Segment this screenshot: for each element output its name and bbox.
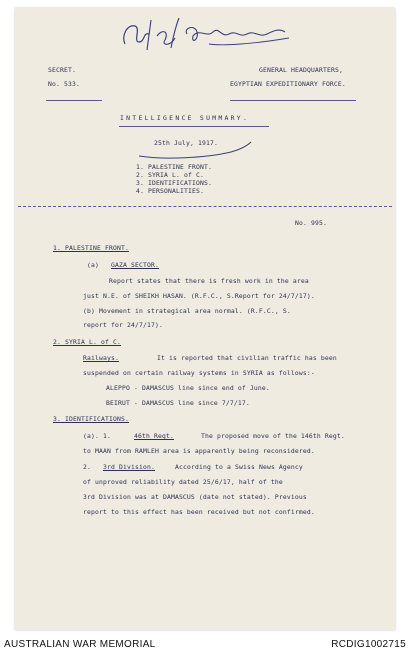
section-1-line-2: just N.E. of SHEIKH HASAN. (R.F.C., S.Report for 24/7/17).	[83, 292, 315, 300]
contents-item-3: 3. IDENTIFICATIONS.	[136, 179, 212, 187]
railways-heading: Railways.	[83, 354, 119, 362]
document-date: 25th July, 1917.	[154, 139, 218, 147]
hq-line-1: GENERAL HEADQUARTERS,	[259, 66, 343, 74]
document-number: No. 533.	[48, 80, 80, 88]
footer-item-id: RCDIG1002715	[331, 639, 406, 650]
contents-item-1: 1. PALESTINE FRONT.	[136, 163, 212, 171]
contents-item-4: 4. PERSONALITIES.	[136, 187, 204, 195]
section-1-sub-a: (a)	[87, 261, 99, 269]
section-divider	[18, 206, 392, 207]
section-3-line-2: to MAAN from RAMLEH area is apparently being reconsidered.	[83, 447, 315, 455]
hq-line-2: EGYPTIAN EXPEDITIONARY FORCE.	[230, 80, 346, 88]
section-3-line-5: 3rd Division was at DAMASCUS (date not stated). Previous	[83, 493, 307, 501]
gaza-sector-heading: GAZA SECTOR.	[111, 261, 159, 269]
regiment-heading: 46th Regt.	[134, 432, 174, 440]
section-3-line-6: report to this effect has been received but not confirmed.	[83, 508, 315, 516]
contents-item-2: 2. SYRIA L. of C.	[136, 171, 204, 179]
number-underline	[46, 100, 102, 101]
hq-underline	[230, 100, 356, 101]
section-3-sub-a: (a). 1.	[83, 432, 111, 440]
section-1-line-4: report for 24/7/17).	[83, 321, 163, 329]
section-2-line-1: It is reported that civilian traffic has been	[157, 354, 337, 362]
section-3-line-4: of unproved reliability dated 25/6/17, half of the	[83, 478, 283, 486]
classification-label: SECRET.	[48, 66, 76, 74]
section-3-heading: 3. IDENTIFICATIONS.	[53, 415, 129, 423]
footer-institution: AUSTRALIAN WAR MEMORIAL	[4, 639, 156, 650]
title-underline	[119, 126, 269, 127]
section-3-item-2-number: 2.	[83, 463, 91, 471]
date-pencil-mark	[135, 140, 255, 162]
section-1-heading: 1. PALESTINE FRONT.	[53, 244, 129, 252]
handwritten-signature	[113, 14, 303, 54]
document-title: INTELLIGENCE SUMMARY.	[120, 114, 250, 122]
section-3-line-1: The proposed move of the 146th Regt.	[201, 432, 345, 440]
section-2-line-2: suspended on certain railway systems in SYRIA as follows:-	[83, 369, 315, 377]
section-2-heading: 2. SYRIA L. of C.	[53, 338, 121, 346]
document-page	[15, 8, 395, 630]
section-3-line-3: According to a Swiss News Agency	[175, 463, 303, 471]
division-heading: 3rd Division.	[103, 463, 155, 471]
reference-number: No. 995.	[295, 219, 327, 227]
section-1-line-3: (b) Movement in strategical area normal. (R.F.C., S.	[83, 307, 291, 315]
section-2-line-4: BEIRUT - DAMASCUS line since 7/7/17.	[106, 399, 250, 407]
section-2-line-3: ALEPPO - DAMASCUS line since end of June.	[106, 384, 270, 392]
section-1-line-1: Report states that there is fresh work in the area	[109, 277, 309, 285]
